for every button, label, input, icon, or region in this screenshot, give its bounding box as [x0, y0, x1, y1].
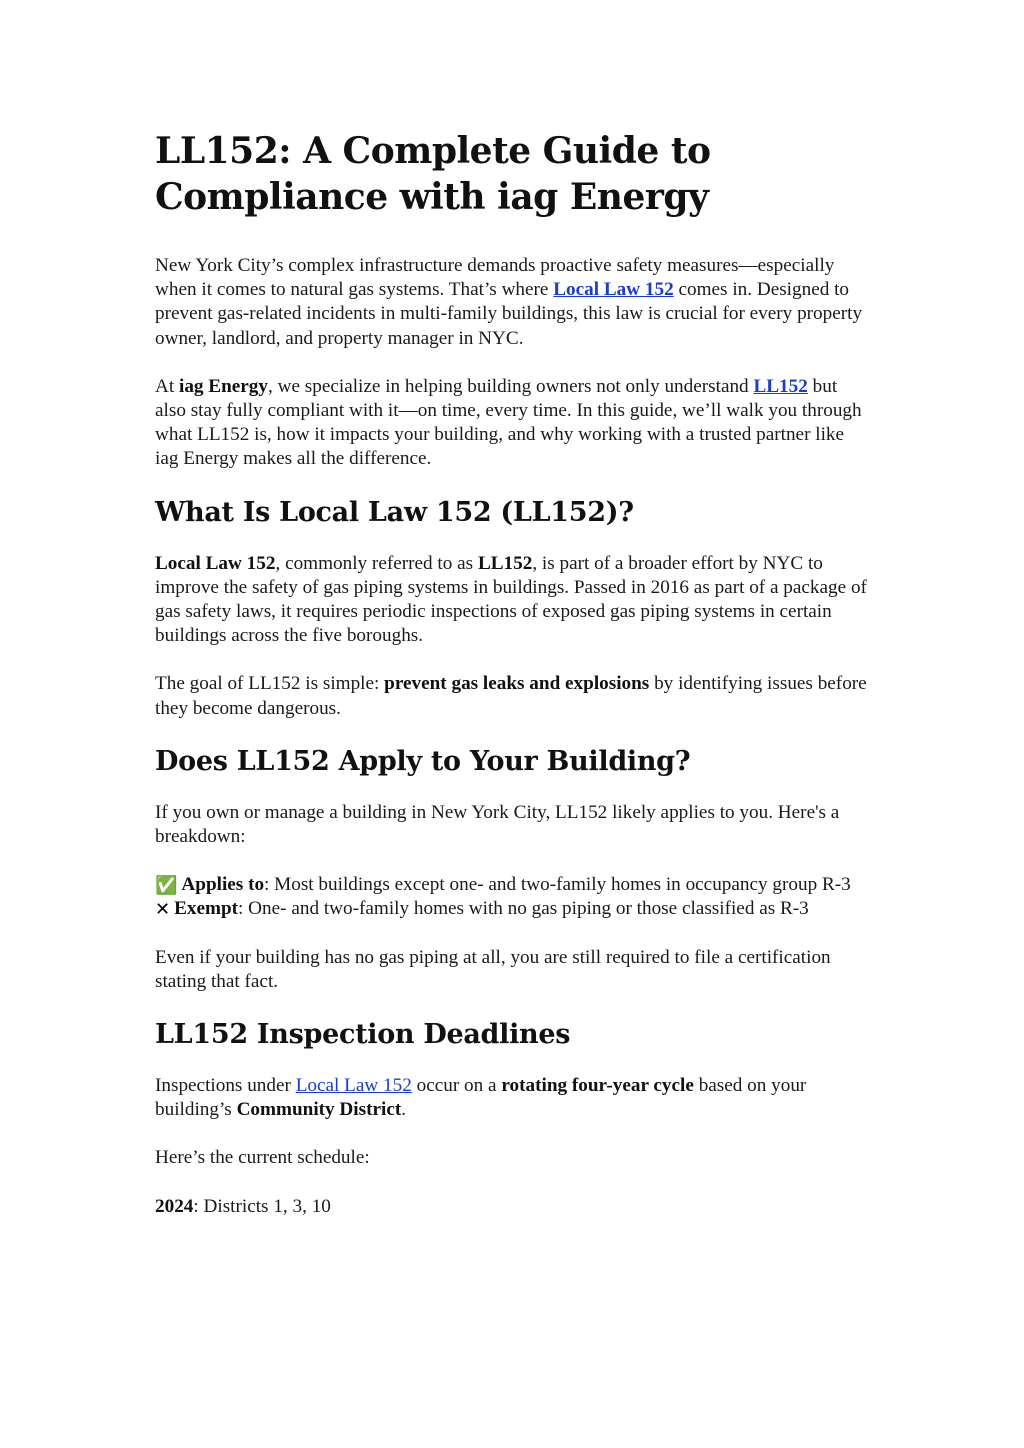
body-text: Inspections under: [155, 1075, 296, 1097]
cross-mark-icon: ✕: [155, 899, 171, 921]
body-text: , is part of a broader effort by NYC to improve the safety of gas piping systems in buildings. Passed in 2016 as part of a package of gas safety laws, it requires periodic inspections of exposed gas piping systems in certain buildings across the five boroughs.: [155, 552, 867, 647]
deadlines-paragraph-1: [155, 1074, 870, 1122]
intro-text: comes in. Designed to prevent gas-related incidents in multi-family buildings, this law is crucial for every property owner, landlord, and property manager in NYC.: [155, 279, 863, 349]
what-paragraph-1: [155, 552, 870, 649]
emphasis: LL152: [477, 552, 533, 574]
body-text: by identifying issues before they become dangerous.: [155, 673, 867, 719]
emphasis: prevent gas leaks and explosions: [384, 673, 650, 695]
check-mark-icon: ✅: [155, 875, 178, 897]
intro-text: but also stay fully compliant with it—on time, every time. In this guide, we’ll walk you through what LL152 is, how it impacts your building, and why working with a trusted partner like iag Energy makes all the difference.: [155, 375, 862, 470]
body-text: , commonly referred to as: [275, 552, 478, 574]
intro-paragraph-2: [155, 375, 870, 472]
schedule-item: [155, 1195, 870, 1219]
body-text: .: [401, 1099, 407, 1121]
exempt-line: [155, 897, 870, 921]
deadlines-paragraph-2: Here’s the current schedule:: [155, 1147, 370, 1169]
applies-to-text: : Most buildings except one- and two-family homes in occupancy group R-3: [264, 874, 851, 896]
local-law-152-link[interactable]: Local Law 152: [553, 279, 674, 301]
intro-text: , we specialize in helping building owners not only understand: [268, 375, 754, 397]
section-heading-what: What Is Local Law 152 (LL152)?: [155, 496, 634, 528]
emphasis: Community District: [236, 1099, 402, 1121]
page-title: LL152: A Complete Guide to Compliance with iag Energy: [155, 130, 711, 218]
emphasis: rotating four-year cycle: [501, 1075, 694, 1097]
section-heading-apply: Does LL152 Apply to Your Building?: [155, 745, 691, 777]
body-text: The goal of LL152 is simple:: [155, 673, 385, 695]
apply-paragraph-3: Even if your building has no gas piping at all, you are still required to file a certification stating that fact.: [155, 946, 831, 992]
exempt-text: : One- and two-family homes with no gas piping or those classified as R-3: [238, 898, 809, 920]
applies-to-label: Applies to: [181, 874, 265, 896]
section-heading-deadlines: LL152 Inspection Deadlines: [155, 1019, 571, 1051]
intro-paragraph-1: [155, 254, 870, 351]
local-law-152-link[interactable]: Local Law 152: [295, 1075, 412, 1097]
schedule-year: 2024: [155, 1195, 194, 1217]
apply-paragraph-1: If you own or manage a building in New York City, LL152 likely applies to you. Here's a breakdown:: [155, 801, 840, 848]
company-name: iag Energy: [178, 375, 268, 397]
intro-text: At: [155, 375, 179, 397]
emphasis: Local Law 152: [155, 552, 276, 574]
ll152-link[interactable]: LL152: [753, 375, 808, 397]
what-paragraph-2: [155, 672, 870, 720]
schedule-districts: : Districts 1, 3, 10: [193, 1195, 331, 1217]
applies-to-line: [155, 873, 870, 897]
intro-text: New York City’s complex infrastructure demands proactive safety measures—especially when it comes to natural gas systems. That’s where: [155, 255, 835, 301]
exempt-label: Exempt: [174, 898, 239, 920]
document-page: [155, 128, 870, 1243]
body-text: occur on a: [411, 1075, 502, 1097]
body-text: based on your building’s: [155, 1075, 807, 1121]
